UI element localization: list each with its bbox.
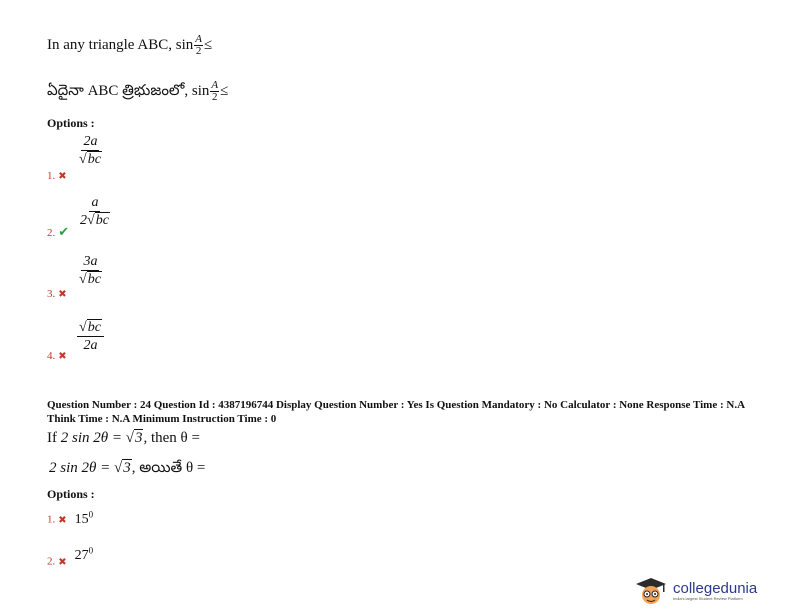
question-24-text-te: 2 sin 2θ = √3, అయితే θ = [49, 460, 206, 476]
check-icon: ✔ [58, 224, 70, 239]
cross-icon: ✖ [58, 556, 67, 568]
cross-icon: ✖ [58, 351, 67, 362]
fraction-a-over-2-te: $\frac{A}{2}$ [211, 79, 219, 103]
collegedunia-logo [632, 576, 757, 606]
options-label-q23: Options : [47, 116, 95, 130]
question-23-text-te: ఏదైనా ABC త్రిభుజంలో, sin $\frac{A}{2}$ ≤ [47, 79, 229, 103]
logo-tagline: India's largest Student Review Platform [673, 596, 743, 601]
question-24-text-en: If 2 sin 2θ = √3, then θ = [47, 430, 200, 446]
option-3-value: $\frac{3a}{√bc}$ [79, 254, 101, 287]
logo-wordmark: collegedunia [673, 580, 758, 597]
graduate-mascot-icon [632, 576, 670, 606]
question-23-text-en: In any triangle ABC, sin $\frac{A}{2}$ ≤ [47, 33, 213, 57]
q24-option-1: 1. ✖ $15^0$ [47, 509, 94, 527]
option-1-marker: 1. ✖ [47, 170, 67, 182]
option-3-marker: 3. ✖ [47, 288, 67, 300]
option-2-marker: 2. ✔ [47, 224, 70, 239]
cross-icon: ✖ [58, 171, 67, 182]
option-4-marker: 4. ✖ [47, 350, 67, 362]
option-2-value: $\frac{a}{2√bc}$ [80, 195, 109, 228]
option-1-value: $\frac{2a}{√bc}$ [79, 134, 101, 167]
q24-option-2: 2. ✖ $27^0$ [47, 545, 94, 568]
cross-icon: ✖ [58, 514, 67, 526]
fraction-a-over-2: $\frac{A}{2}$ [195, 33, 202, 57]
question-24-meta: Question Number : 24 Question Id : 4387196744 Display Question Number : Yes Is Question Mandatory : No Calculator : None Response Time : N.A Think Time : N.A Minimum Instruction Time : 0 [47, 399, 745, 425]
option-4-value: $\frac{√bc}{2a}$ [77, 318, 104, 354]
cross-icon: ✖ [58, 289, 67, 300]
options-label-q24: Options : [47, 487, 95, 501]
